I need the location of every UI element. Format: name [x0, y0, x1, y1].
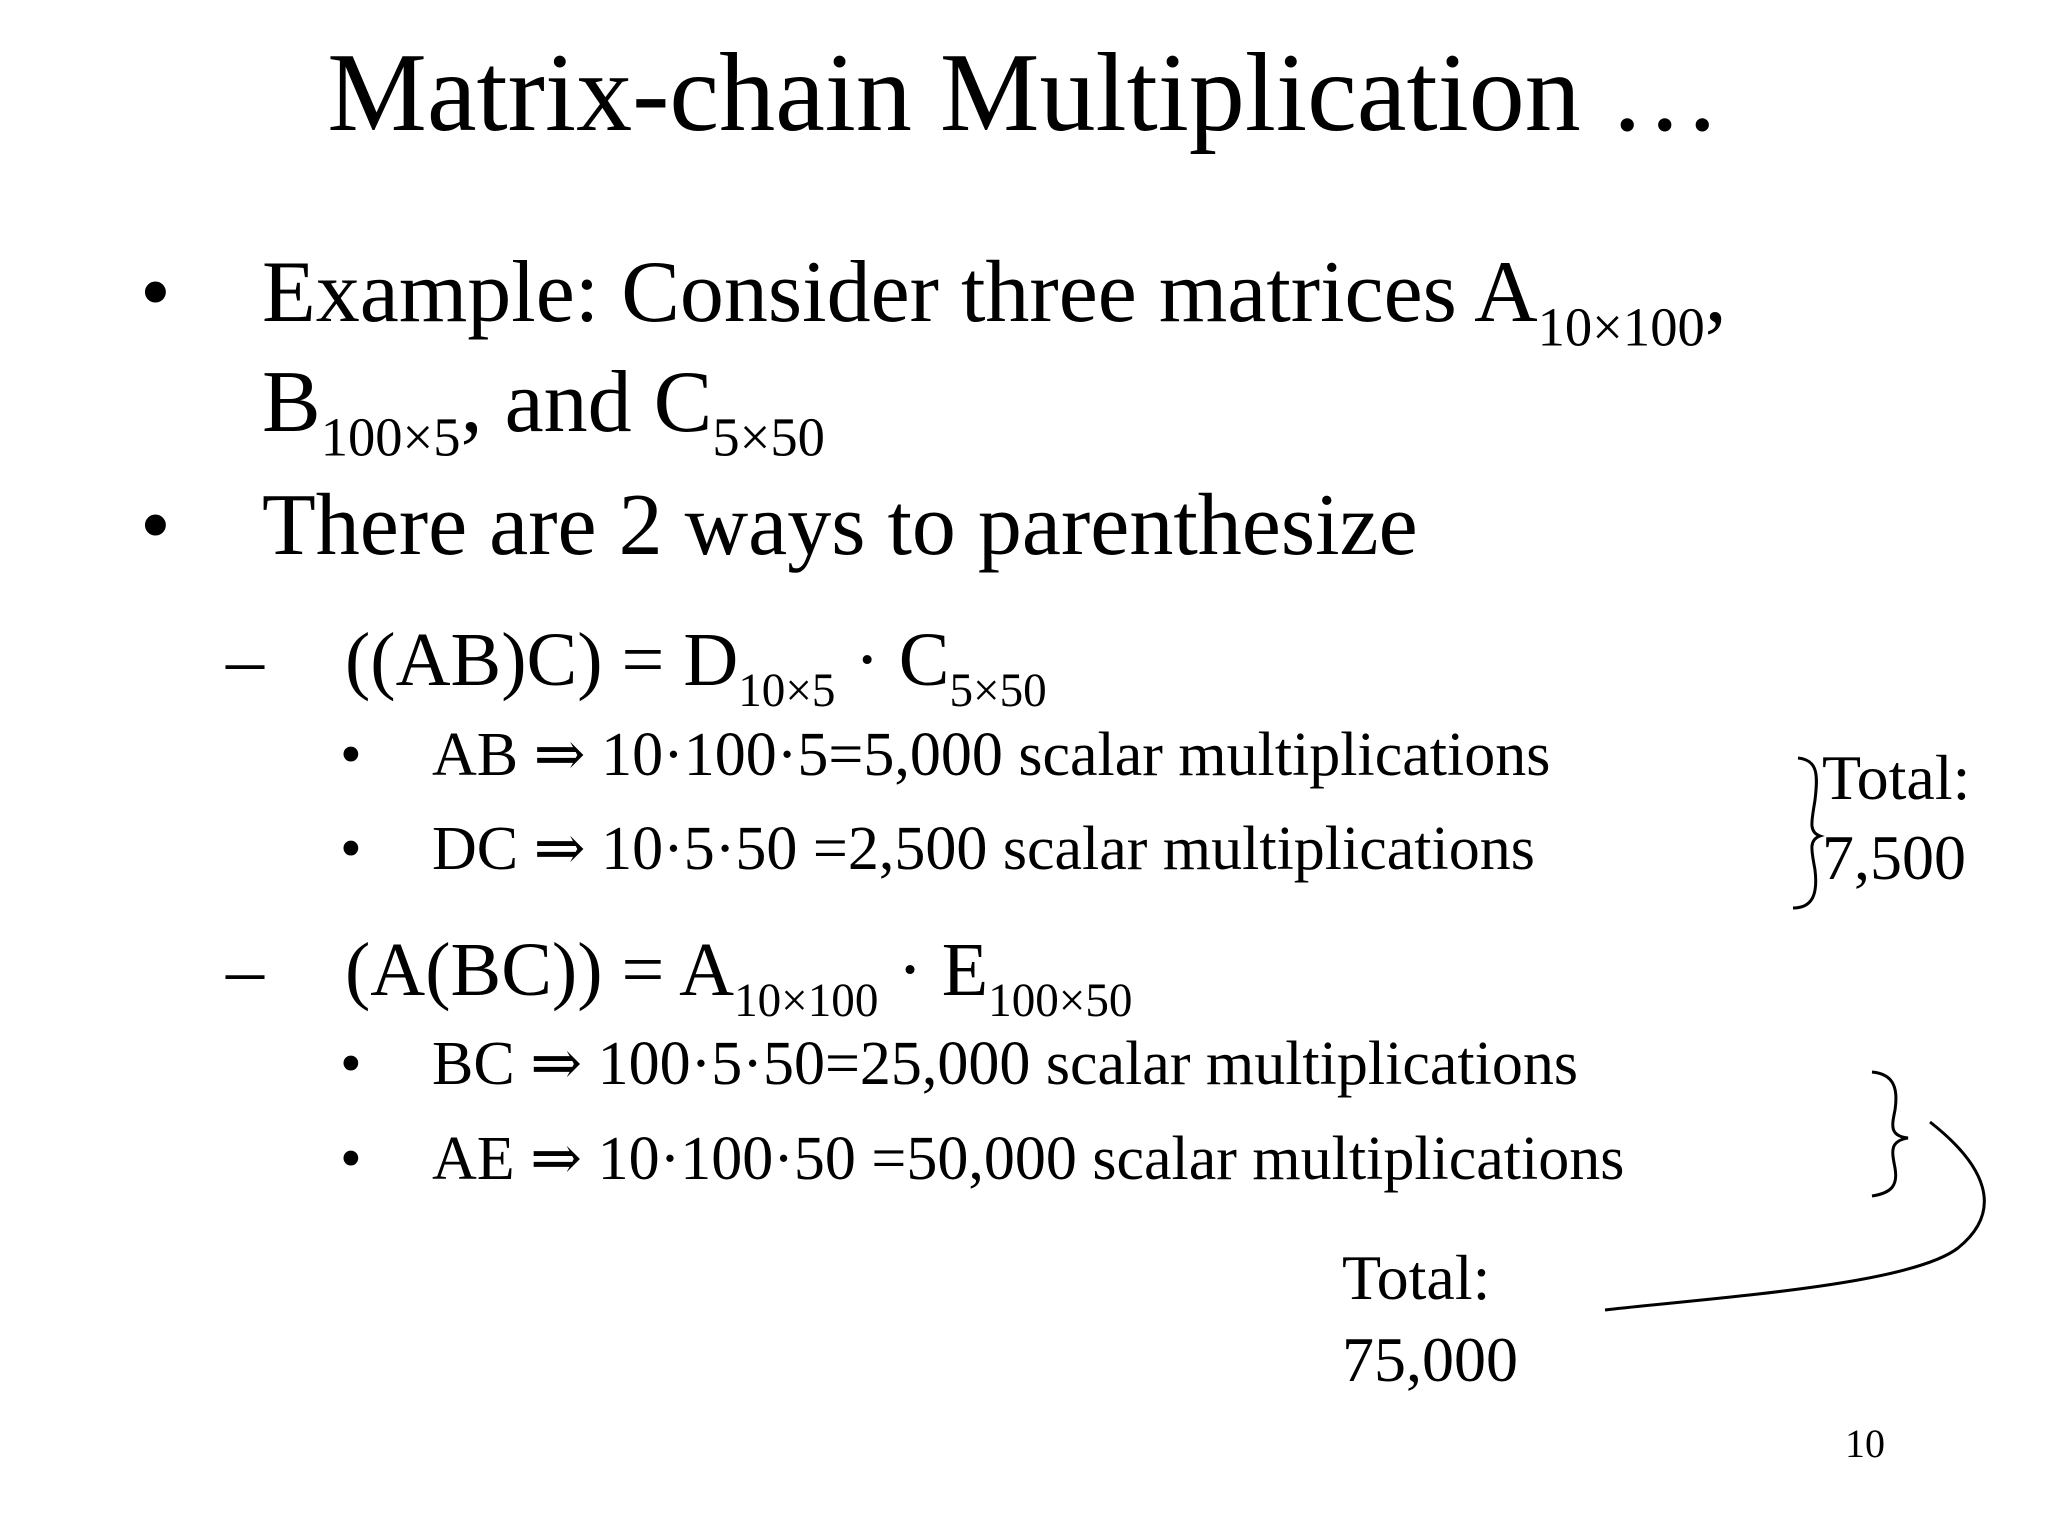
- and-c-text: , and C: [460, 354, 713, 451]
- step-marker: •: [340, 1030, 362, 1098]
- way-2-sub-a: 10×100: [734, 975, 879, 1028]
- example-line-1: [262, 243, 1727, 358]
- curly-brace-1: [1793, 758, 1820, 908]
- step-ab: AB ⇒ 10·100·5=5,000 scalar multiplications: [432, 721, 1551, 789]
- step-dc: DC ⇒ 10·5·50 =2,500 scalar multiplications: [432, 815, 1535, 883]
- way-2-expr-a: (A(BC)) = A: [345, 928, 735, 1012]
- matrix-b-label: B: [262, 354, 321, 451]
- step-marker: •: [340, 1125, 362, 1193]
- step-marker: •: [340, 721, 362, 789]
- connector-arrow-line: [1605, 1122, 1984, 1310]
- total-value-1: 7,500: [1822, 822, 1966, 893]
- total-label-1: Total:: [1822, 742, 1971, 813]
- comma: ,: [1704, 244, 1727, 341]
- total-value-2: 75,000: [1342, 1324, 1518, 1395]
- way-1-sub-b: 5×50: [949, 665, 1047, 718]
- matrix-a-dimension: 10×100: [1537, 296, 1705, 358]
- page-number: 10: [1845, 1421, 1885, 1466]
- dash-marker: –: [226, 618, 264, 702]
- total-label-2: Total:: [1342, 1242, 1491, 1313]
- step-ae: AE ⇒ 10·100·50 =50,000 scalar multiplications: [432, 1125, 1625, 1193]
- way-2-sub-b: 100×50: [988, 975, 1133, 1028]
- bullet-marker: •: [140, 244, 171, 341]
- matrix-b-dimension: 100×5: [320, 406, 461, 468]
- way-1-expr-b: · C: [835, 618, 950, 702]
- way-2-expression: [345, 925, 1133, 1028]
- ways-line: There are 2 ways to parenthesize: [262, 477, 1418, 574]
- slide-title: Matrix-chain Multiplication …: [327, 31, 1721, 155]
- curly-brace-2: [1872, 1072, 1908, 1196]
- example-line-2: [262, 353, 825, 468]
- step-marker: •: [340, 815, 362, 883]
- way-1-sub-a: 10×5: [738, 665, 836, 718]
- step-bc: BC ⇒ 100·5·50=25,000 scalar multiplications: [432, 1030, 1578, 1098]
- way-1-expr-a: ((AB)C) = D: [345, 618, 739, 702]
- dash-marker: –: [226, 928, 264, 1012]
- way-1-expression: [345, 615, 1047, 718]
- matrix-c-dimension: 5×50: [712, 406, 825, 468]
- example-text: Example: Consider three matrices A: [262, 244, 1538, 341]
- way-2-expr-b: · E: [878, 928, 989, 1012]
- bullet-marker: •: [140, 477, 171, 574]
